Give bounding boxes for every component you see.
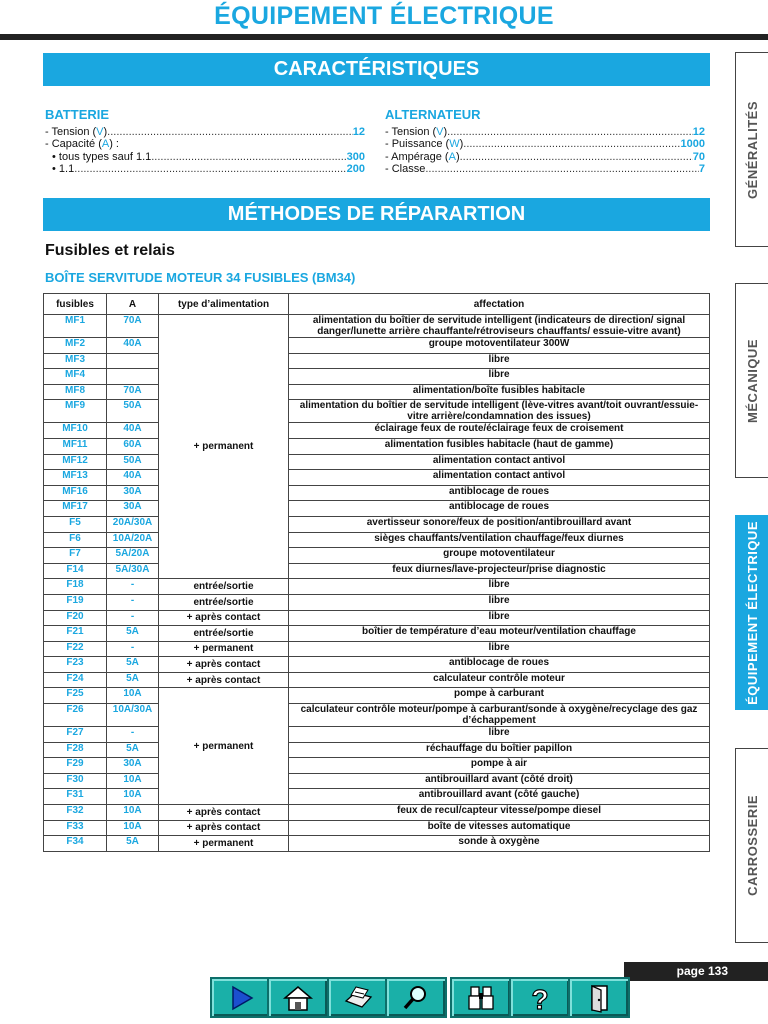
fuse-id-cell: F31 <box>44 789 107 805</box>
fuse-id-cell: F34 <box>44 836 107 852</box>
fuse-amp-cell: 10A/30A <box>107 704 159 727</box>
fuse-amp-cell: 5A <box>107 626 159 642</box>
table-row <box>44 338 710 354</box>
fuse-amp-cell: 5A <box>107 742 159 758</box>
fuse-affectation-cell: libre <box>289 727 710 743</box>
fuse-id-cell: F30 <box>44 773 107 789</box>
fuse-id-cell: F25 <box>44 688 107 704</box>
svg-text:?: ? <box>531 983 549 1013</box>
fuse-affectation-cell: libre <box>289 610 710 626</box>
help-button[interactable] <box>509 977 571 1018</box>
fuse-affectation-cell: groupe motoventilateur 300W <box>289 338 710 354</box>
fuse-amp-cell: 40A <box>107 338 159 354</box>
table-row <box>44 315 710 338</box>
table-row <box>44 672 710 688</box>
fuse-affectation-cell: calculateur contrôle moteur <box>289 672 710 688</box>
help-icon <box>523 983 557 1013</box>
fuse-amp-cell: - <box>107 579 159 595</box>
fuse-affectation-cell: boîtier de température d’eau moteur/ventilation chauffage <box>289 626 710 642</box>
fuse-type-cell: entrée/sortie <box>159 579 289 595</box>
fuse-amp-cell: 50A <box>107 400 159 423</box>
fuse-amp-cell: - <box>107 610 159 626</box>
fuse-affectation-cell: alimentation du boîtier de servitude intelligent (lève-vitres avant/toit ouvrant/essuie-vitre arrière/condamnation des issues) <box>289 400 710 423</box>
fuse-id-cell: MF2 <box>44 338 107 354</box>
table-row <box>44 470 710 486</box>
header-a: A <box>107 294 159 315</box>
table-row <box>44 805 710 821</box>
fuse-id-cell: MF17 <box>44 501 107 517</box>
fuse-type-cell: + permanent <box>159 688 289 805</box>
fuse-id-cell: F26 <box>44 704 107 727</box>
table-row <box>44 836 710 852</box>
table-row <box>44 773 710 789</box>
fuse-affectation-cell: sonde à oxygène <box>289 836 710 852</box>
fuse-amp-cell: 5A/20A <box>107 548 159 564</box>
fuse-affectation-cell: pompe à carburant <box>289 688 710 704</box>
table-row <box>44 641 710 657</box>
fuse-type-cell: + après contact <box>159 672 289 688</box>
fuse-id-cell: F5 <box>44 516 107 532</box>
table-row <box>44 516 710 532</box>
fuse-amp-cell <box>107 353 159 369</box>
fuse-affectation-cell: calculateur contrôle moteur/pompe à carburant/sonde à oxygène/recyclage des gaz d’échappement <box>289 704 710 727</box>
fuse-amp-cell: 5A/30A <box>107 563 159 579</box>
table-row <box>44 563 710 579</box>
fuse-amp-cell: 5A <box>107 672 159 688</box>
fuse-id-cell: F19 <box>44 594 107 610</box>
fuse-id-cell: F32 <box>44 805 107 821</box>
fuse-id-cell: F29 <box>44 758 107 774</box>
table-row <box>44 532 710 548</box>
batterie-capacite-row: - Capacité (A) : <box>45 138 119 151</box>
fuse-id-cell: MF3 <box>44 353 107 369</box>
table-row <box>44 353 710 369</box>
binoculars-button[interactable] <box>450 977 512 1018</box>
fuse-amp-cell: 10A/20A <box>107 532 159 548</box>
tab-mecanique[interactable]: MÉCANIQUE <box>735 283 768 478</box>
fuse-table-body <box>44 315 710 852</box>
header-fusibles: fusibles <box>44 294 107 315</box>
fuse-amp-cell: 40A <box>107 423 159 439</box>
fuse-affectation-cell: libre <box>289 353 710 369</box>
fuse-id-cell: MF12 <box>44 454 107 470</box>
fuse-id-cell: MF10 <box>44 423 107 439</box>
search-button[interactable] <box>385 977 447 1018</box>
fuse-amp-cell: 10A <box>107 820 159 836</box>
header-type: type d’alimentation <box>159 294 289 315</box>
fuse-affectation-cell: alimentation contact antivol <box>289 454 710 470</box>
fuse-affectation-cell: libre <box>289 594 710 610</box>
table-row <box>44 438 710 454</box>
batterie-specs <box>45 126 365 175</box>
table-row <box>44 704 710 727</box>
table-row <box>44 501 710 517</box>
fuse-id-cell: F27 <box>44 727 107 743</box>
fuse-amp-cell: 5A <box>107 657 159 673</box>
exit-icon <box>582 983 616 1013</box>
batterie-tension-row: - Tension (V) ..... 12 <box>45 126 365 138</box>
fuse-affectation-cell: antiblocage de roues <box>289 657 710 673</box>
fuse-affectation-cell: alimentation contact antivol <box>289 470 710 486</box>
fuse-amp-cell: - <box>107 727 159 743</box>
fuse-amp-cell: 60A <box>107 438 159 454</box>
table-row <box>44 384 710 400</box>
fuse-table-header <box>44 294 710 315</box>
fuse-affectation-cell: libre <box>289 369 710 385</box>
fuse-affectation-cell: alimentation/boîte fusibles habitacle <box>289 384 710 400</box>
alternateur-puissance-row: - Puissance (W) ..... 1000 <box>385 138 705 150</box>
fuse-affectation-cell: groupe motoventilateur <box>289 548 710 564</box>
banner-methodes: MÉTHODES DE RÉPARARTION <box>43 198 710 231</box>
fuse-id-cell: F18 <box>44 579 107 595</box>
table-row <box>44 727 710 743</box>
fuse-id-cell: MF8 <box>44 384 107 400</box>
next-button[interactable] <box>210 977 272 1018</box>
fuse-affectation-cell: pompe à air <box>289 758 710 774</box>
fuse-id-cell: MF16 <box>44 485 107 501</box>
fuse-amp-cell: 10A <box>107 688 159 704</box>
exit-button[interactable] <box>568 977 630 1018</box>
table-row <box>44 626 710 642</box>
header-affectation: affectation <box>289 294 710 315</box>
fuse-id-cell: MF9 <box>44 400 107 423</box>
fuse-id-cell: F22 <box>44 641 107 657</box>
fuse-id-cell: F14 <box>44 563 107 579</box>
fuse-amp-cell: 30A <box>107 501 159 517</box>
fuse-id-cell: F6 <box>44 532 107 548</box>
binoculars-icon <box>464 983 498 1013</box>
fuse-affectation-cell: libre <box>289 641 710 657</box>
fuse-type-cell: + permanent <box>159 641 289 657</box>
fuse-affectation-cell: éclairage feux de route/éclairage feux de croisement <box>289 423 710 439</box>
fuse-amp-cell: 40A <box>107 470 159 486</box>
home-icon <box>281 983 315 1013</box>
fuse-amp-cell: 10A <box>107 773 159 789</box>
print-button[interactable] <box>327 977 389 1018</box>
fuse-amp-cell <box>107 369 159 385</box>
fuse-type-cell: + permanent <box>159 836 289 852</box>
fuse-affectation-cell: libre <box>289 579 710 595</box>
page-number: page 133 <box>624 962 768 981</box>
fuse-id-cell: F20 <box>44 610 107 626</box>
tab-equipement-electrique[interactable]: ÉQUIPEMENT ÉLECTRIQUE <box>735 515 768 710</box>
fuse-id-cell: MF11 <box>44 438 107 454</box>
fuse-id-cell: F28 <box>44 742 107 758</box>
fuse-affectation-cell: boîte de vitesses automatique <box>289 820 710 836</box>
fuse-id-cell: F33 <box>44 820 107 836</box>
search-icon <box>399 983 433 1013</box>
table-row <box>44 820 710 836</box>
banner-caracteristiques: CARACTÉRISTIQUES <box>43 53 710 86</box>
top-rule <box>0 34 768 40</box>
fuse-id-cell: F23 <box>44 657 107 673</box>
tab-generalites[interactable]: GÉNÉRALITÉS <box>735 52 768 247</box>
fuse-id-cell: MF13 <box>44 470 107 486</box>
fuse-affectation-cell: avertisseur sonore/feux de position/antibrouillard avant <box>289 516 710 532</box>
fuse-affectation-cell: feux diurnes/lave-projecteur/prise diagnostic <box>289 563 710 579</box>
fuse-affectation-cell: antiblocage de roues <box>289 501 710 517</box>
alternateur-title: ALTERNATEUR <box>385 107 481 122</box>
table-row <box>44 485 710 501</box>
home-button[interactable] <box>267 977 329 1018</box>
printer-icon <box>341 983 375 1013</box>
table-row <box>44 369 710 385</box>
fuse-amp-cell: 30A <box>107 485 159 501</box>
fuse-amp-cell: 20A/30A <box>107 516 159 532</box>
alternateur-specs <box>385 126 705 175</box>
table-row <box>44 742 710 758</box>
fuse-type-cell: + après contact <box>159 805 289 821</box>
batterie-title: BATTERIE <box>45 107 110 122</box>
fuse-amp-cell: 30A <box>107 758 159 774</box>
fuse-amp-cell: 50A <box>107 454 159 470</box>
fuse-affectation-cell: alimentation fusibles habitacle (haut de gamme) <box>289 438 710 454</box>
fuse-id-cell: MF4 <box>44 369 107 385</box>
fuse-type-cell: + après contact <box>159 820 289 836</box>
alternateur-tension-row: - Tension (V) ..... 12 <box>385 126 705 138</box>
table-row <box>44 454 710 470</box>
fuse-type-cell: + après contact <box>159 657 289 673</box>
fuse-type-cell: + permanent <box>159 315 289 579</box>
fuse-affectation-cell: feux de recul/capteur vitesse/pompe diesel <box>289 805 710 821</box>
table-row <box>44 579 710 595</box>
section-subheading: BOÎTE SERVITUDE MOTEUR 34 FUSIBLES (BM34) <box>45 270 356 285</box>
fuse-amp-cell: 10A <box>107 805 159 821</box>
batterie-item2-row: • 1.1 ..... 200 <box>45 163 365 175</box>
table-row <box>44 688 710 704</box>
table-row <box>44 610 710 626</box>
fuse-id-cell: MF1 <box>44 315 107 338</box>
play-icon <box>224 983 258 1013</box>
table-row <box>44 400 710 423</box>
fuse-table <box>43 293 710 852</box>
fuse-amp-cell: - <box>107 594 159 610</box>
table-row <box>44 594 710 610</box>
fuse-affectation-cell: sièges chauffants/ventilation chauffage/feux diurnes <box>289 532 710 548</box>
fuse-amp-cell: - <box>107 641 159 657</box>
section-heading: Fusibles et relais <box>45 242 175 259</box>
fuse-amp-cell: 70A <box>107 315 159 338</box>
fuse-type-cell: + après contact <box>159 610 289 626</box>
batterie-item1-row: • tous types sauf 1.1 ..... 300 <box>45 151 365 163</box>
fuse-affectation-cell: alimentation du boîtier de servitude intelligent (indicateurs de direction/ signal danger/lunette arrière chauffante/rétroviseurs chauffants/ essuie-vitre avant) <box>289 315 710 338</box>
fuse-id-cell: F21 <box>44 626 107 642</box>
fuse-amp-cell: 70A <box>107 384 159 400</box>
tab-carrosserie[interactable]: CARROSSERIE <box>735 748 768 943</box>
table-row <box>44 548 710 564</box>
fuse-affectation-cell: antiblocage de roues <box>289 485 710 501</box>
fuse-id-cell: F7 <box>44 548 107 564</box>
table-row <box>44 423 710 439</box>
page-title: ÉQUIPEMENT ÉLECTRIQUE <box>214 2 554 30</box>
fuse-id-cell: F24 <box>44 672 107 688</box>
fuse-type-cell: entrée/sortie <box>159 594 289 610</box>
fuse-amp-cell: 5A <box>107 836 159 852</box>
table-row <box>44 657 710 673</box>
table-row <box>44 758 710 774</box>
fuse-type-cell: entrée/sortie <box>159 626 289 642</box>
fuse-amp-cell: 10A <box>107 789 159 805</box>
alternateur-amperage-row: - Ampérage (A) ..... 70 <box>385 151 705 163</box>
fuse-affectation-cell: antibrouillard avant (côté gauche) <box>289 789 710 805</box>
fuse-affectation-cell: antibrouillard avant (côté droit) <box>289 773 710 789</box>
fuse-affectation-cell: réchauffage du boîtier papillon <box>289 742 710 758</box>
alternateur-classe-row: - Classe ..... 7 <box>385 163 705 175</box>
table-row <box>44 789 710 805</box>
